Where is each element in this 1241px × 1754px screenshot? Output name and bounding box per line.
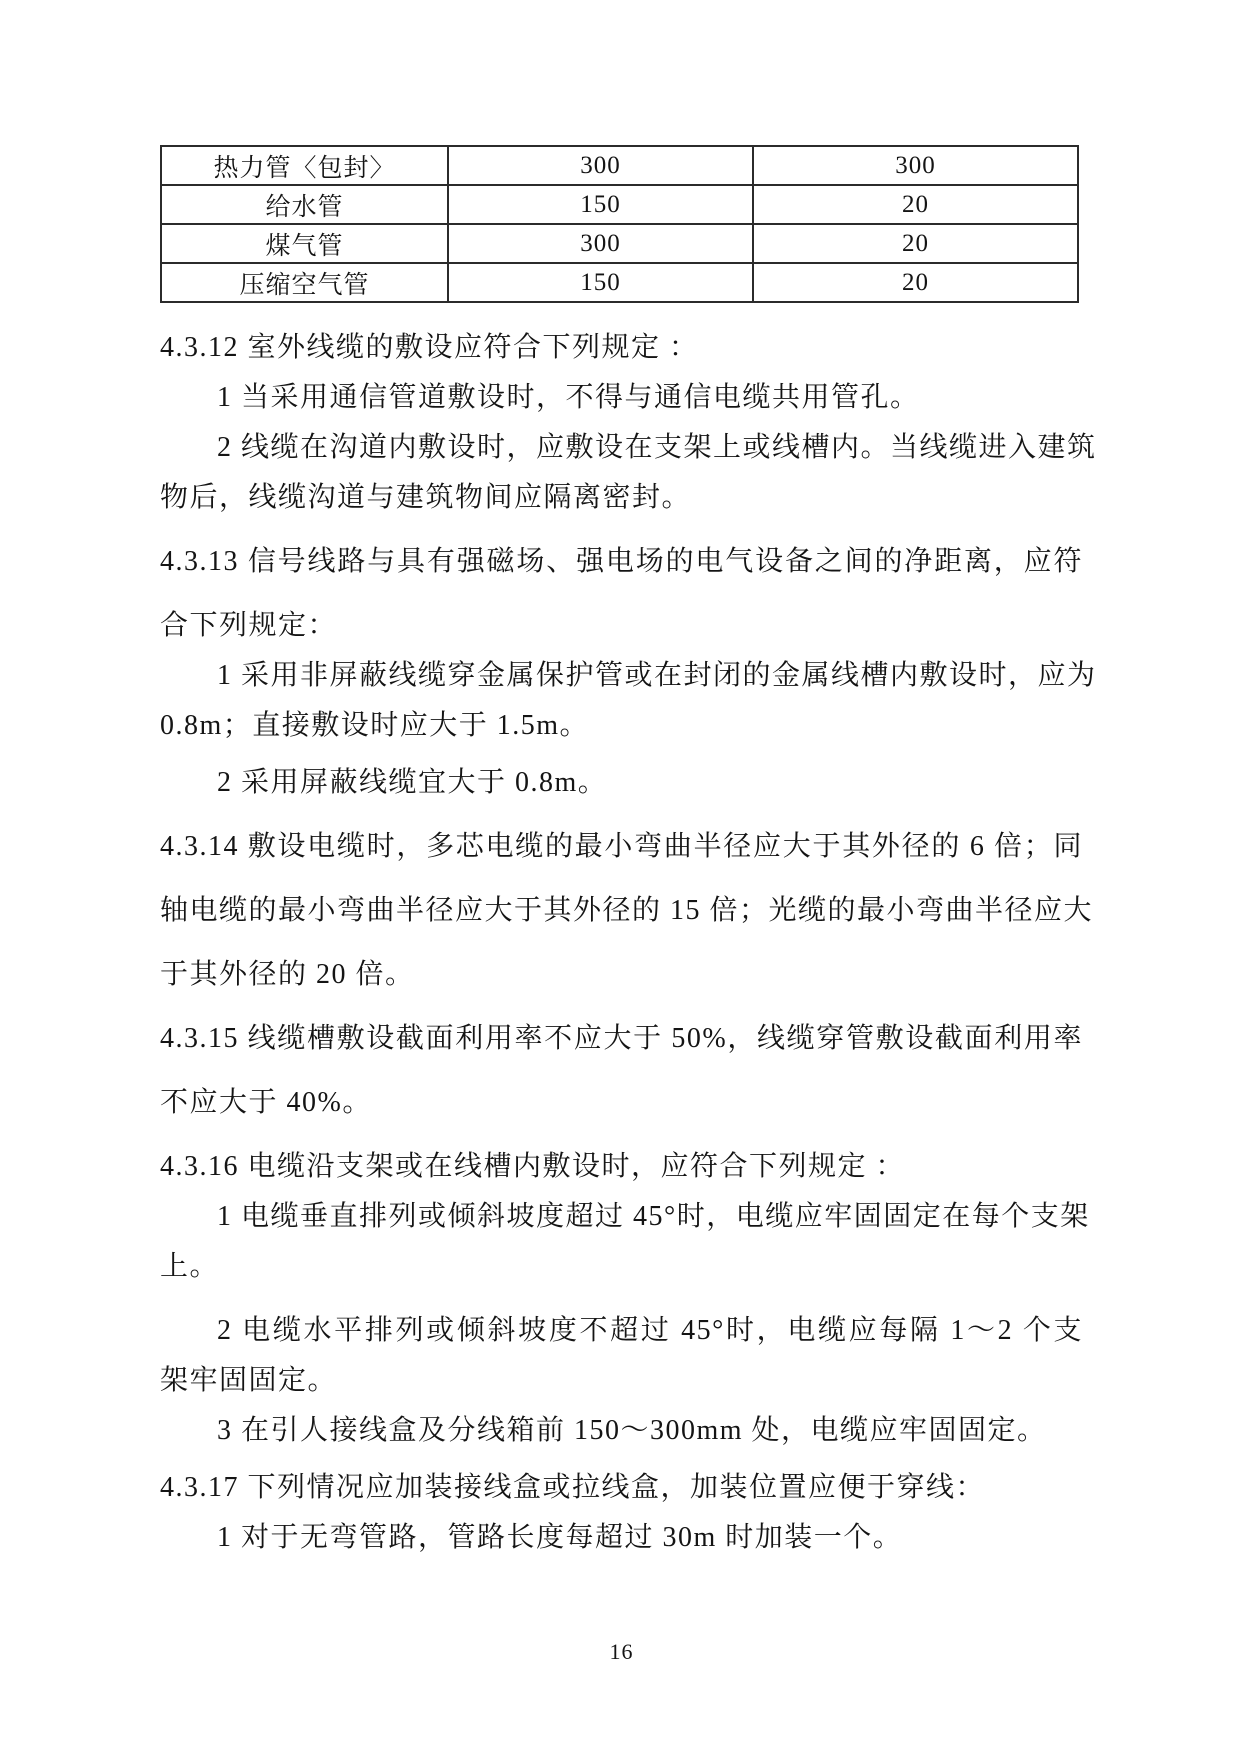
table-cell-value-1: 150	[448, 185, 753, 224]
clause-4-3-12-item-2: 2 线缆在沟道内敷设时，应敷设在支架上或线槽内。当线缆进入建筑	[217, 432, 1097, 463]
clause-4-3-12-item-1: 1 当采用通信管道敷设时，不得与通信电缆共用管孔。	[217, 382, 920, 413]
table-row	[161, 185, 1078, 224]
clause-4-3-17-item-1: 1 对于无弯管路，管路长度每超过 30m 时加装一个。	[217, 1522, 903, 1553]
table-cell-value-2: 20	[753, 185, 1078, 224]
clause-4-3-16-item-2-cont: 架牢固固定。	[160, 1365, 338, 1396]
clause-4-3-12: 4.3.12 室外线缆的敷设应符合下列规定 ：	[160, 332, 699, 363]
table-cell-value-2: 20	[753, 224, 1078, 263]
clause-4-3-12-item-2-cont: 物后，线缆沟道与建筑物间应隔离密封。	[160, 482, 692, 513]
table-cell-value-1: 150	[448, 263, 753, 302]
clause-4-3-16-item-2: 2 电缆水平排列或倾斜坡度不超过 45°时，电缆应每隔 1～2 个支	[217, 1315, 1083, 1346]
clause-4-3-14-cont-1: 轴电缆的最小弯曲半径应大于其外径的 15 倍；光缆的最小弯曲半径应大	[160, 895, 1094, 926]
clause-4-3-16-item-1: 1 电缆垂直排列或倾斜坡度超过 45°时，电缆应牢固固定在每个支架	[217, 1201, 1090, 1232]
clause-4-3-17: 4.3.17 下列情况应加装接线盒或拉线盒，加装位置应便于穿线：	[160, 1472, 986, 1503]
page-content	[160, 145, 1097, 1665]
table-cell-value-2: 300	[753, 146, 1078, 185]
table-row	[161, 263, 1078, 302]
table-row	[161, 224, 1078, 263]
clause-4-3-14-cont-2: 于其外径的 20 倍。	[160, 959, 415, 990]
table-cell-pipe-name: 热力管〈包封〉	[161, 146, 448, 185]
table-cell-pipe-name: 煤气管	[161, 224, 448, 263]
table-cell-pipe-name: 给水管	[161, 185, 448, 224]
table-cell-value-1: 300	[448, 146, 753, 185]
clause-4-3-13-item-1: 1 采用非屏蔽线缆穿金属保护管或在封闭的金属线槽内敷设时，应为	[217, 660, 1097, 691]
clause-4-3-14: 4.3.14 敷设电缆时，多芯电缆的最小弯曲半径应大于其外径的 6 倍；同	[160, 831, 1083, 862]
clause-4-3-13: 4.3.13 信号线路与具有强磁场、强电场的电气设备之间的净距离，应符	[160, 546, 1083, 577]
clause-4-3-16-item-1-cont: 上。	[160, 1251, 220, 1282]
body-text	[160, 323, 1097, 1563]
clause-4-3-15-cont: 不应大于 40%。	[160, 1087, 372, 1118]
pipe-clearance-table	[160, 145, 1079, 303]
table-cell-value-2: 20	[753, 263, 1078, 302]
table-row	[161, 146, 1078, 185]
clause-4-3-16-item-3: 3 在引人接线盒及分线箱前 150～300mm 处，电缆应牢固固定。	[217, 1415, 1047, 1446]
clause-4-3-13-item-2: 2 采用屏蔽线缆宜大于 0.8m。	[217, 767, 608, 798]
clause-4-3-16: 4.3.16 电缆沿支架或在线槽内敷设时，应符合下列规定 ：	[160, 1151, 906, 1182]
table-cell-pipe-name: 压缩空气管	[161, 263, 448, 302]
table-cell-value-1: 300	[448, 224, 753, 263]
clause-4-3-13-item-1-cont: 0.8m；直接敷设时应大于 1.5m。	[160, 710, 590, 741]
clause-4-3-13-cont: 合下列规定：	[160, 610, 338, 641]
clause-4-3-15: 4.3.15 线缆槽敷设截面利用率不应大于 50%，线缆穿管敷设截面利用率	[160, 1023, 1083, 1054]
page-number: 16	[609, 1639, 634, 1664]
